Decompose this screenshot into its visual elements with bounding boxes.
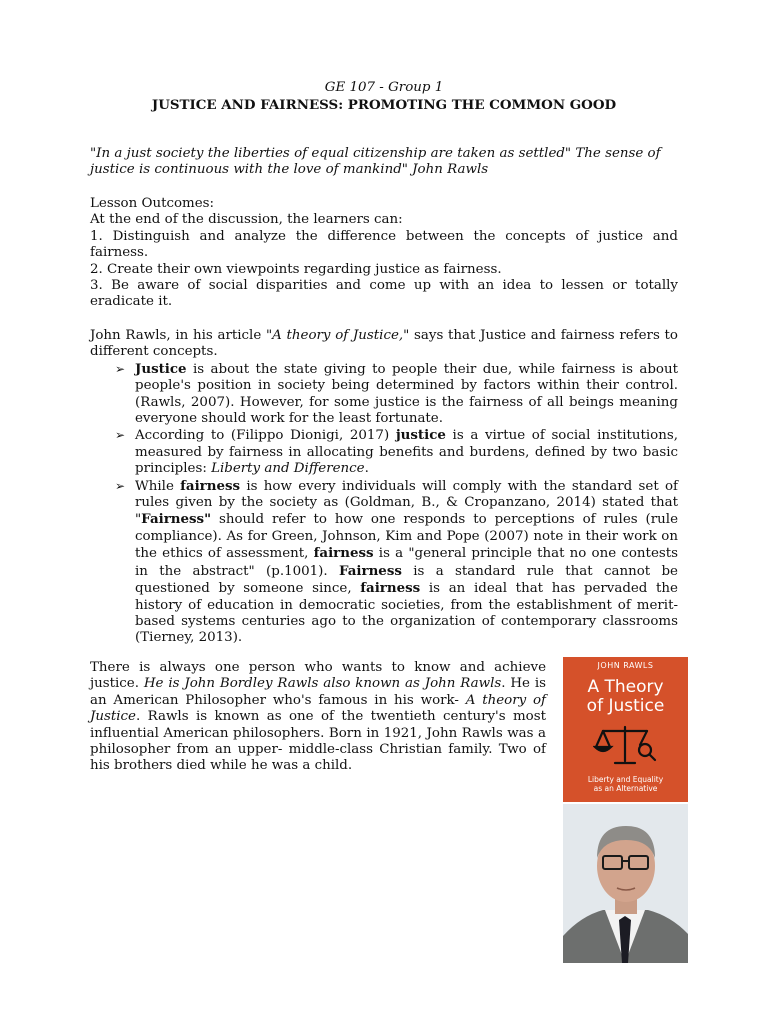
portrait-illustration xyxy=(563,804,688,963)
keyword: Justice xyxy=(135,360,187,377)
book-title-line: of Justice xyxy=(586,696,665,716)
bullet-list xyxy=(90,361,678,647)
outcomes-lead: At the end of the discussion, the learners can: xyxy=(90,212,403,228)
bio-text: . He is an American Philosopher who's famous in his work- xyxy=(90,676,546,708)
bullet-text: is how every individuals will comply with the standard set of rules given by the society as (Goldman, B., & Cropanzano, 2014) stated that " xyxy=(135,478,678,528)
bullet-text: is a "general principle that no one contests in the abstract" (p.1001). xyxy=(135,546,678,579)
book-subtitle-line: Liberty and Equality xyxy=(587,775,664,784)
bio-text: There is always one person who wants to know and achieve justice. xyxy=(90,660,546,692)
john-rawls-portrait xyxy=(563,804,688,963)
course-label: GE 107 - Group 1 xyxy=(324,80,444,95)
keyword: fairness xyxy=(180,477,241,494)
bio-text: . Rawls is known as one of the twentieth century's most influential American philosophers. Born in 1921, John Rawls was a philosopher from an upper- middle-class Christian family. Two of his brothers died while he was a child. xyxy=(90,709,546,774)
intro-text: says that Justice and fairness refers to different concepts. xyxy=(90,328,678,360)
book-subtitle xyxy=(563,775,688,793)
article-title: "A theory of Justice," xyxy=(265,328,410,343)
book-cover-image xyxy=(563,657,688,802)
bullet-text: should refer to how one responds to perceptions of rules (rule compliance). As for Green, Johnson, Kim and Pope (2007) note in their work on the ethics of assessment, xyxy=(135,512,678,562)
bullet-text: is a standard rule that cannot be questioned by someone since, xyxy=(135,563,678,597)
book-title xyxy=(563,678,688,716)
keyword: justice xyxy=(395,427,446,444)
keyword: Fairness xyxy=(338,562,402,579)
outcome-item: 1. Distinguish and analyze the difference between the concepts of justice and fairness. xyxy=(90,228,678,261)
outcome-item: 2. Create their own viewpoints regarding justice as fairness. xyxy=(90,261,502,277)
keyword: fairness xyxy=(360,580,421,597)
bullet-text: According to (Filippo Dionigi, 2017) xyxy=(135,428,396,444)
bullet-text: is an ideal that has pervaded the history of education in democratic societies, from the establishment of merit-based systems centuries ago to the organization of contemporary classrooms (Tierney, 2013). xyxy=(135,581,678,646)
outcome-item: 3. Be aware of social disparities and come up with an idea to lessen or totally eradicate it. xyxy=(90,278,678,310)
justice-fairness-section xyxy=(90,328,678,647)
bullet-fairness xyxy=(115,477,678,647)
bullet-text: is about the state giving to people their due, while fairness is about people's position in society being determined by factors within their control. (Rawls, 2007). However, for some justice is the fairness of all beings meaning everyone should work for the least fortunate. xyxy=(135,361,678,427)
book-author: JOHN RAWLS xyxy=(597,661,654,670)
bullet-dionigi xyxy=(115,427,678,477)
bullet-text: is a virtue of social institutions, measured by fairness in allocating benefits and burdens, defined by two basic principles: xyxy=(135,428,678,477)
bullet-text: While xyxy=(135,478,181,494)
bullet-text: . xyxy=(364,461,369,477)
book-title-line: A Theory xyxy=(587,677,664,697)
document-title: JUSTICE AND FAIRNESS: PROMOTING THE COMMON GOOD xyxy=(151,97,617,114)
keyword: fairness xyxy=(313,545,374,562)
bio-work-title: A theory of Justice xyxy=(90,692,546,725)
bio-name: He is John Bordley Rawls also known as John Rawls xyxy=(143,676,502,692)
bullet-justice xyxy=(115,360,678,428)
arrow-bullet-icon: ➢ xyxy=(115,428,126,443)
keyword: Fairness" xyxy=(141,511,212,528)
principles-text: Liberty and Difference xyxy=(211,461,365,477)
arrow-bullet-icon: ➢ xyxy=(115,361,126,376)
lesson-outcomes xyxy=(90,196,678,311)
document-header xyxy=(0,80,768,114)
section-intro xyxy=(90,328,678,361)
intro-text: John Rawls, in his article xyxy=(90,328,266,343)
arrow-bullet-icon: ➢ xyxy=(115,478,126,493)
rawls-biography xyxy=(90,660,546,775)
book-subtitle-line: as an Alternative xyxy=(593,784,658,793)
rawls-quote: "In a just society the liberties of equal citizenship are taken as settled" The sense of justice is continuous with the love of mankind" John Rawls xyxy=(90,146,661,178)
scales-of-justice-icon xyxy=(593,723,657,767)
outcomes-heading: Lesson Outcomes: xyxy=(90,196,215,211)
